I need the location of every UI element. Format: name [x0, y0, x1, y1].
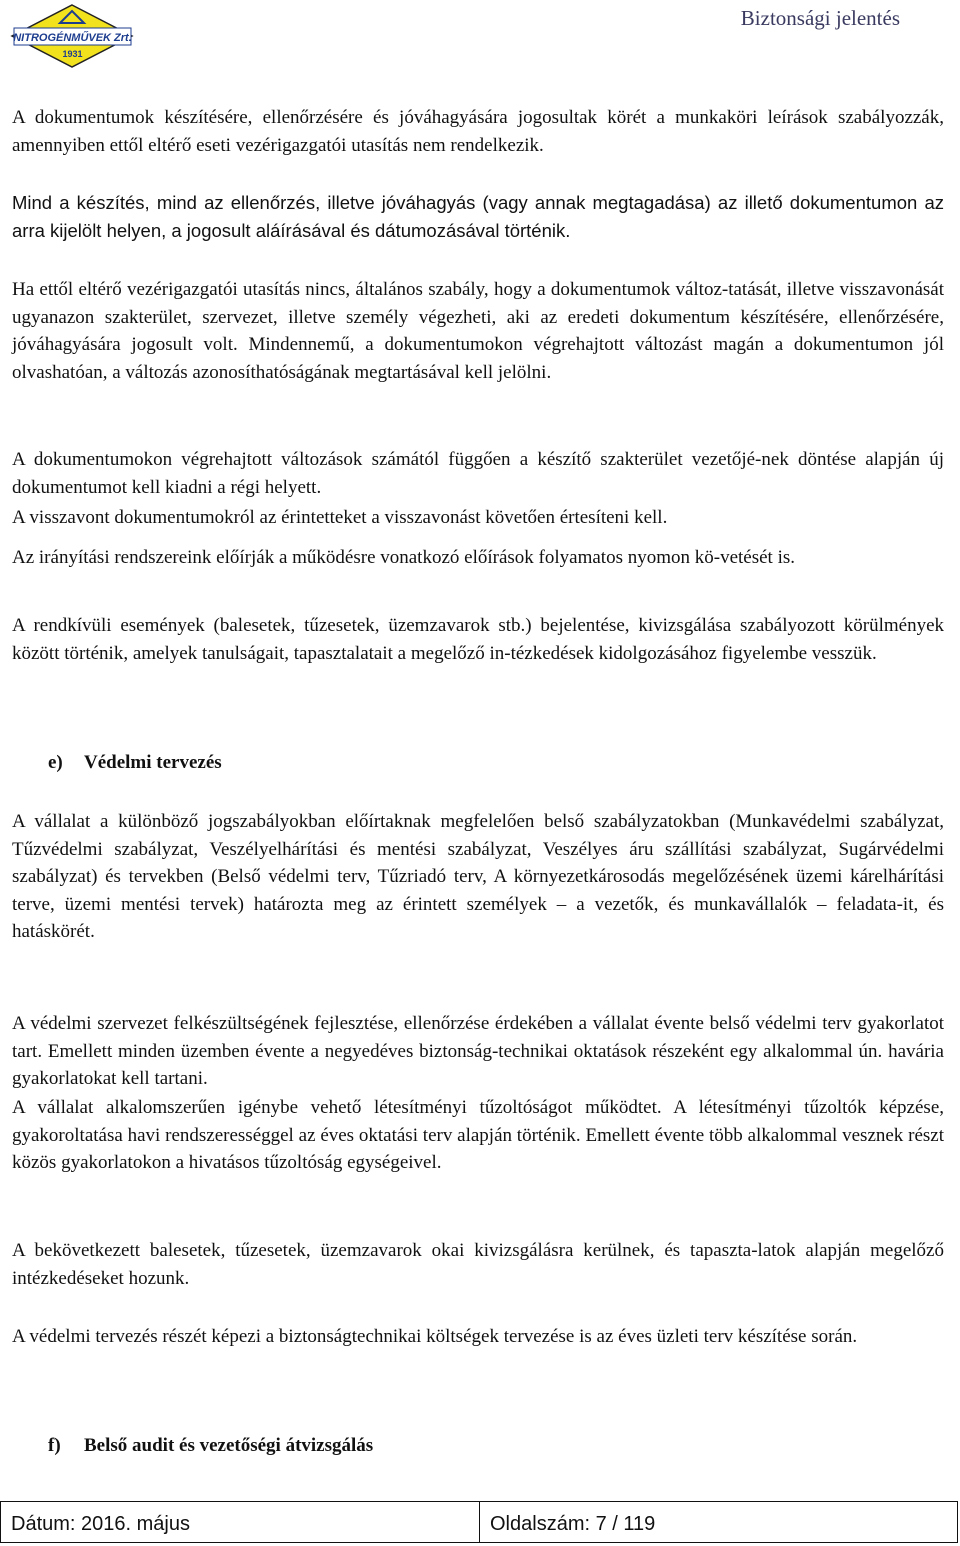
paragraph: Mind a készítés, mind az ellenőrzés, illetve jóváhagyás (vagy annak megtagadása) az illető dokumentumon az arra kijelölt helyen, a jogosult aláírásával és dátumozásával történik. — [12, 192, 944, 241]
paragraph: Ha ettől eltérő vezérigazgatói utasítás nincs, általános szabály, hogy a dokumentumok változ-tatását, illetve visszavonását ugyanazon szakterület, szervezet, illetve személy végezheti, aki az eredeti dokumentum készítésére, ellenőrzésére, jóváhagyására jogosult volt. Mindennemű, a dokumentumokon végrehajtott változást magán a dokumentumon jól olvashatóan, a változás azonosíthatóságának megtartásával kell jelölni. — [12, 279, 944, 383]
company-logo — [10, 3, 135, 69]
svg-text:1931: 1931 — [62, 49, 83, 59]
svg-text:NITROGÉNMŰVEK Zrt.: NITROGÉNMŰVEK Zrt. — [13, 32, 132, 44]
paragraph: A visszavont dokumentumokról az érintetteket a visszavonást követően értesíteni kell. — [12, 507, 668, 528]
heading-label: e) — [48, 752, 63, 773]
paragraph: A dokumentumokon végrehajtott változások számától függően a készítő szakterület vezetőjé-nek döntése alapján új dokumentumot kell kiadni a régi helyett. — [12, 449, 944, 498]
page-footer — [0, 1501, 958, 1543]
heading-label: f) — [48, 1435, 61, 1456]
section-heading-e — [48, 752, 222, 774]
paragraph: A vállalat a különböző jogszabályokban előírtaknak megfelelően belső szabályzatokban (Munkavédelmi szabályzat, Tűzvédelmi szabályzat, Veszélyelhárítási és mentési szabályzat, Veszélyes áru szállítási szabályzat, Sugárvédelmi szabályzat) és tervekben (Belső védelmi terv, Tűzriadó terv, A környezetkárosodás megelőzésének üzemi kárelhárítási terve, üzemi mentési tervek) határozta meg az érintett személyek – a vezetők, és munkavállalók – feladata-it, és hatáskörét. — [12, 811, 944, 942]
paragraph: A védelmi tervezés részét képezi a biztonságtechnikai költségek tervezése is az éves üzleti terv készítése során. — [12, 1326, 858, 1347]
document-title: Biztonsági jelentés — [740, 6, 900, 30]
paragraph: A dokumentumok készítésére, ellenőrzésére és jóváhagyására jogosultak körét a munkaköri leírások szabályozzák, amennyiben ettől eltérő eseti vezérigazgatói utasítás nem rendelkezik. — [12, 107, 944, 156]
footer-date: Dátum: 2016. május — [1, 1502, 480, 1542]
paragraph: A védelmi szervezet felkészültségének fejlesztése, ellenőrzése érdekében a vállalat évente belső védelmi terv gyakorlatot tart. Emellett minden üzemben évente a negyedéves biztonság-technikai oktatások részeként egy alkalommal ún. havária gyakorlatokat kell tartani. — [12, 1013, 944, 1089]
paragraph: Az irányítási rendszereink előírják a működésre vonatkozó előírások folyamatos nyomon kö-vetését is. — [12, 547, 795, 568]
heading-text: Belső audit és vezetőségi átvizsgálás — [84, 1435, 374, 1456]
paragraph: A rendkívüli események (balesetek, tűzesetek, üzemzavarok stb.) bejelentése, kivizsgálása szabályozott körülmények között történik, amelyek tanulságait, tapasztalatait a megelőző in-tézkedések kidolgozásához figyelembe vesszük. — [12, 615, 944, 664]
paragraph: A vállalat alkalomszerűen igénybe vehető létesítményi tűzoltóságot működtet. A létesítményi tűzoltók képzése, gyakoroltatása havi rendszerességgel az éves oktatási terv alapján történik. Emellett évente több alkalommal vesznek részt közös gyakorlatokon a hivatásos tűzoltóság egységeivel. — [12, 1097, 944, 1173]
paragraph: A bekövetkezett balesetek, tűzesetek, üzemzavarok okai kivizsgálásra kerülnek, és tapaszta-latok alapján megelőző intézkedéseket hozunk. — [12, 1240, 944, 1289]
section-heading-f — [48, 1435, 373, 1457]
footer-page-number: Oldalszám: 7 / 119 — [490, 1513, 656, 1535]
heading-text: Védelmi tervezés — [84, 752, 222, 773]
